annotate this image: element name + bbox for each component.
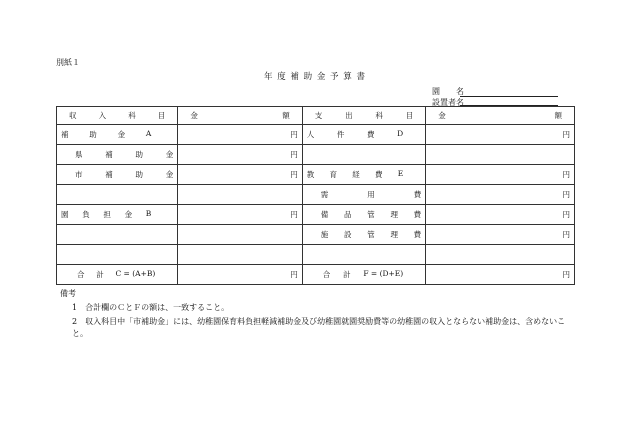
income-amount-cell[interactable] <box>178 245 302 265</box>
expense-item-cell: 教 育 経 費 E <box>302 165 425 185</box>
header-income-amount: 金 額 <box>178 107 302 125</box>
expense-item-cell: 需 用 費 <box>302 185 425 205</box>
header-row <box>57 107 575 125</box>
income-item-cell: 合 計 C = (A+B) <box>57 265 178 285</box>
expense-amount-cell[interactable] <box>426 145 575 165</box>
income-amount-cell[interactable]: 円 <box>178 145 302 165</box>
income-item-cell: 市 補 助 金 <box>57 165 178 185</box>
budget-table <box>56 106 575 285</box>
expense-amount-cell[interactable]: 円 <box>426 205 575 225</box>
table-row <box>57 245 575 265</box>
header-income-item: 収 入 科 目 <box>57 107 178 125</box>
income-item-cell <box>57 185 178 205</box>
income-amount-cell[interactable]: 円 <box>178 205 302 225</box>
income-amount-cell[interactable]: 円 <box>178 265 302 285</box>
expense-amount-cell[interactable]: 円 <box>426 225 575 245</box>
form-number: 別紙１ <box>56 58 80 67</box>
kindergarten-name-label: 園 名 <box>432 87 464 96</box>
income-amount-cell[interactable]: 円 <box>178 125 302 145</box>
table-row <box>57 145 575 165</box>
table-row <box>57 265 575 285</box>
document-title: 年 度 補 助 金 予 算 書 <box>264 72 366 82</box>
income-item-cell: 補 助 金 A <box>57 125 178 145</box>
notes-heading: 備考 <box>60 289 76 298</box>
note-2: 2 収入科目中「市補助金」には、幼稚園保育料負担軽減補助金及び幼稚園就園奨励費等の幼稚園の収入とならない補助金は、含めないこ <box>72 317 566 326</box>
kindergarten-name-line[interactable] <box>460 96 558 97</box>
expense-item-cell: 施 設 管 理 費 <box>302 225 425 245</box>
expense-amount-cell[interactable]: 円 <box>426 165 575 185</box>
expense-amount-cell[interactable] <box>426 245 575 265</box>
table-row <box>57 225 575 245</box>
expense-amount-cell[interactable]: 円 <box>426 185 575 205</box>
expense-item-cell <box>302 145 425 165</box>
note-1: 1 合計欄のＣとＦの額は、一致すること。 <box>72 303 230 312</box>
table-row <box>57 125 575 145</box>
expense-item-cell: 人 件 費 D <box>302 125 425 145</box>
income-item-cell: 県 補 助 金 <box>57 145 178 165</box>
income-item-cell <box>57 225 178 245</box>
income-amount-cell[interactable] <box>178 225 302 245</box>
note-2-cont: と。 <box>72 329 88 338</box>
table-row <box>57 165 575 185</box>
income-amount-cell[interactable] <box>178 185 302 205</box>
expense-item-cell: 合 計 F = (D+E) <box>302 265 425 285</box>
expense-amount-cell[interactable]: 円 <box>426 265 575 285</box>
expense-amount-cell[interactable]: 円 <box>426 125 575 145</box>
founder-name-label: 設置者名 <box>432 98 464 107</box>
expense-item-cell <box>302 245 425 265</box>
income-item-cell <box>57 245 178 265</box>
header-expense-amount: 金 額 <box>426 107 575 125</box>
expense-item-cell: 備 品 管 理 費 <box>302 205 425 225</box>
table-row <box>57 185 575 205</box>
income-item-cell: 園 負 担 金 B <box>57 205 178 225</box>
header-expense-item: 支 出 科 目 <box>302 107 425 125</box>
income-amount-cell[interactable]: 円 <box>178 165 302 185</box>
table-row <box>57 205 575 225</box>
